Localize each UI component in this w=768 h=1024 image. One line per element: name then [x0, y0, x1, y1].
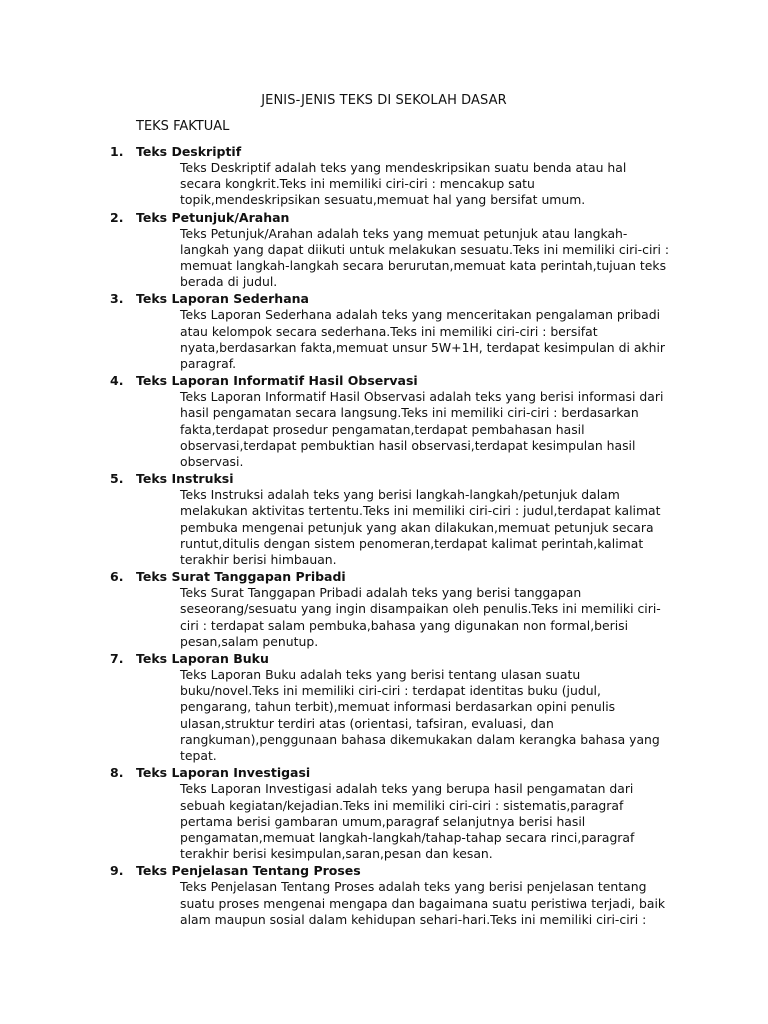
description-line: Teks Surat Tanggapan Pribadi adalah teks yang berisi tanggapan	[180, 585, 582, 601]
description-line: alam maupun sosial dalam kehidupan sehari-hari.Teks ini memiliki ciri-ciri :	[180, 911, 647, 927]
description-line: buku/novel.Teks ini memiliki ciri-ciri : terdapat identitas buku (judul,	[180, 683, 601, 699]
list-item-heading	[0, 862, 768, 879]
description-line: sebuah kegiatan/kejadian.Teks ini memiliki ciri-ciri : sistematis,paragraf	[180, 797, 624, 813]
list-item	[0, 568, 768, 650]
document-title: JENIS-JENIS TEKS DI SEKOLAH DASAR	[261, 93, 507, 108]
list-item-number: 5.	[110, 471, 124, 487]
description-line: tepat.	[180, 748, 217, 764]
list-item-number: 6.	[110, 569, 124, 585]
list-item-description	[180, 585, 661, 650]
description-line: Teks Deskriptif adalah teks yang mendeskripsikan suatu benda atau hal	[180, 160, 627, 175]
list-item-description	[180, 879, 666, 928]
list-item-description	[180, 389, 664, 470]
description-line: hasil pengamatan secara langsung.Teks ini memiliki ciri-ciri : berdasarkan	[180, 405, 639, 421]
description-line: secara kongkrit.Teks ini memiliki ciri-ciri : mencakup satu	[180, 176, 535, 192]
list-item-description	[180, 225, 670, 291]
description-line: pertama berisi gambaran umum,paragraf selanjutnya berisi hasil	[180, 813, 586, 829]
description-line: terakhir berisi himbauan.	[180, 552, 337, 568]
list-item-title: Teks Petunjuk/Arahan	[136, 209, 290, 225]
description-line: langkah yang dapat diikuti untuk melakukan sesuatu.Teks ini memiliki ciri-ciri :	[180, 241, 670, 257]
description-line: berada di judul.	[180, 274, 278, 290]
description-line: Teks Instruksi adalah teks yang berisi langkah-langkah/petunjuk dalam	[180, 487, 620, 503]
list-item-heading	[0, 650, 768, 667]
list-item-title: Teks Surat Tanggapan Pribadi	[136, 569, 346, 585]
description-line: pengarang, tahun terbit),memuat informasi berdasarkan opini penulis	[180, 699, 616, 715]
list-item-heading	[0, 764, 768, 781]
list-item-title: Teks Laporan Buku	[136, 651, 269, 667]
list-item	[0, 650, 768, 764]
list-item-title: Teks Deskriptif	[136, 144, 242, 159]
description-line: observasi,terdapat pembuktian hasil observasi,terdapat kesimpulan hasil	[180, 437, 636, 453]
list-item-number: 1.	[110, 144, 124, 159]
description-line: paragraf.	[180, 356, 237, 372]
list-item-title: Teks Penjelasan Tentang Proses	[136, 863, 361, 879]
description-line: ciri : terdapat salam pembuka,bahasa yang digunakan non formal,berisi	[180, 617, 629, 633]
list-item	[0, 470, 768, 568]
list-item-heading	[0, 209, 768, 226]
list-item	[0, 372, 768, 470]
description-line: terakhir berisi kesimpulan,saran,pesan dan kesan.	[180, 846, 493, 862]
list-item-heading	[0, 143, 768, 160]
list-item-heading	[0, 290, 768, 307]
description-line: pesan,salam penutup.	[180, 633, 319, 649]
description-line: topik,mendeskripsikan sesuatu,memuat hal yang bersifat umum.	[180, 192, 586, 208]
list-item	[0, 143, 768, 209]
description-line: observasi.	[180, 454, 244, 470]
list-item-number: 8.	[110, 765, 124, 781]
list-item	[0, 862, 768, 928]
list-item-description	[180, 307, 665, 372]
list-item	[0, 209, 768, 291]
description-line: Teks Laporan Investigasi adalah teks yang berupa hasil pengamatan dari	[180, 781, 634, 797]
list-item-description	[180, 160, 650, 209]
list-item-number: 9.	[110, 863, 124, 879]
numbered-list	[0, 143, 768, 928]
list-item-heading	[0, 568, 768, 585]
description-line: pengamatan,memuat langkah-langkah/tahap-tahap secara rinci,paragraf	[180, 829, 635, 845]
list-item-number: 2.	[110, 209, 124, 225]
list-item-title: Teks Instruksi	[136, 471, 234, 487]
list-item	[0, 290, 768, 372]
description-line: seseorang/sesuatu yang ingin disampaikan oleh penulis.Teks ini memiliki ciri-	[180, 601, 661, 617]
description-line: pembuka mengenai petunjuk yang akan dilakukan,memuat petunjuk secara	[180, 519, 654, 535]
list-item-description	[180, 667, 660, 764]
description-line: fakta,terdapat prosedur pengamatan,terdapat pembahasan hasil	[180, 421, 585, 437]
list-item-number: 4.	[110, 373, 124, 389]
list-item-heading	[0, 372, 768, 389]
description-line: memuat langkah-langkah secara berurutan,memuat kata perintah,tujuan teks	[180, 258, 667, 274]
list-item-number: 3.	[110, 291, 124, 307]
description-line: suatu proses mengenai mengapa dan bagaimana suatu peristiwa terjadi, baik	[180, 895, 666, 911]
description-line: atau kelompok secara sederhana.Teks ini memiliki ciri-ciri : bersifat	[180, 323, 598, 339]
section-heading: TEKS FAKTUAL	[136, 119, 230, 134]
description-line: melakukan aktivitas tertentu.Teks ini memiliki ciri-ciri : judul,terdapat kalimat	[180, 503, 661, 519]
list-item-description	[180, 781, 650, 862]
description-line: rangkuman),penggunaan bahasa dikemukakan dalam kerangka bahasa yang	[180, 731, 660, 747]
list-item-heading	[0, 470, 768, 487]
list-item-number: 7.	[110, 651, 124, 667]
list-item-title: Teks Laporan Investigasi	[136, 765, 311, 781]
description-line: Teks Petunjuk/Arahan adalah teks yang memuat petunjuk atau langkah-	[180, 225, 628, 241]
list-item-description	[180, 487, 661, 568]
list-item-title: Teks Laporan Informatif Hasil Observasi	[136, 373, 418, 389]
description-line: runtut,ditulis dengan sistem penomeran,terdapat kalimat perintah,kalimat	[180, 535, 644, 551]
description-line: Teks Laporan Buku adalah teks yang berisi tentang ulasan suatu	[180, 667, 581, 683]
list-item	[0, 764, 768, 862]
list-item-title: Teks Laporan Sederhana	[136, 291, 309, 307]
description-line: nyata,berdasarkan fakta,memuat unsur 5W+1H, terdapat kesimpulan di akhir	[180, 339, 665, 355]
description-line: ulasan,struktur terdiri atas (orientasi, tafsiran, evaluasi, dan	[180, 715, 554, 731]
description-line: Teks Laporan Informatif Hasil Observasi adalah teks yang berisi informasi dari	[180, 389, 664, 405]
description-line: Teks Laporan Sederhana adalah teks yang menceritakan pengalaman pribadi	[180, 307, 661, 323]
description-line: Teks Penjelasan Tentang Proses adalah teks yang berisi penjelasan tentang	[180, 879, 647, 895]
